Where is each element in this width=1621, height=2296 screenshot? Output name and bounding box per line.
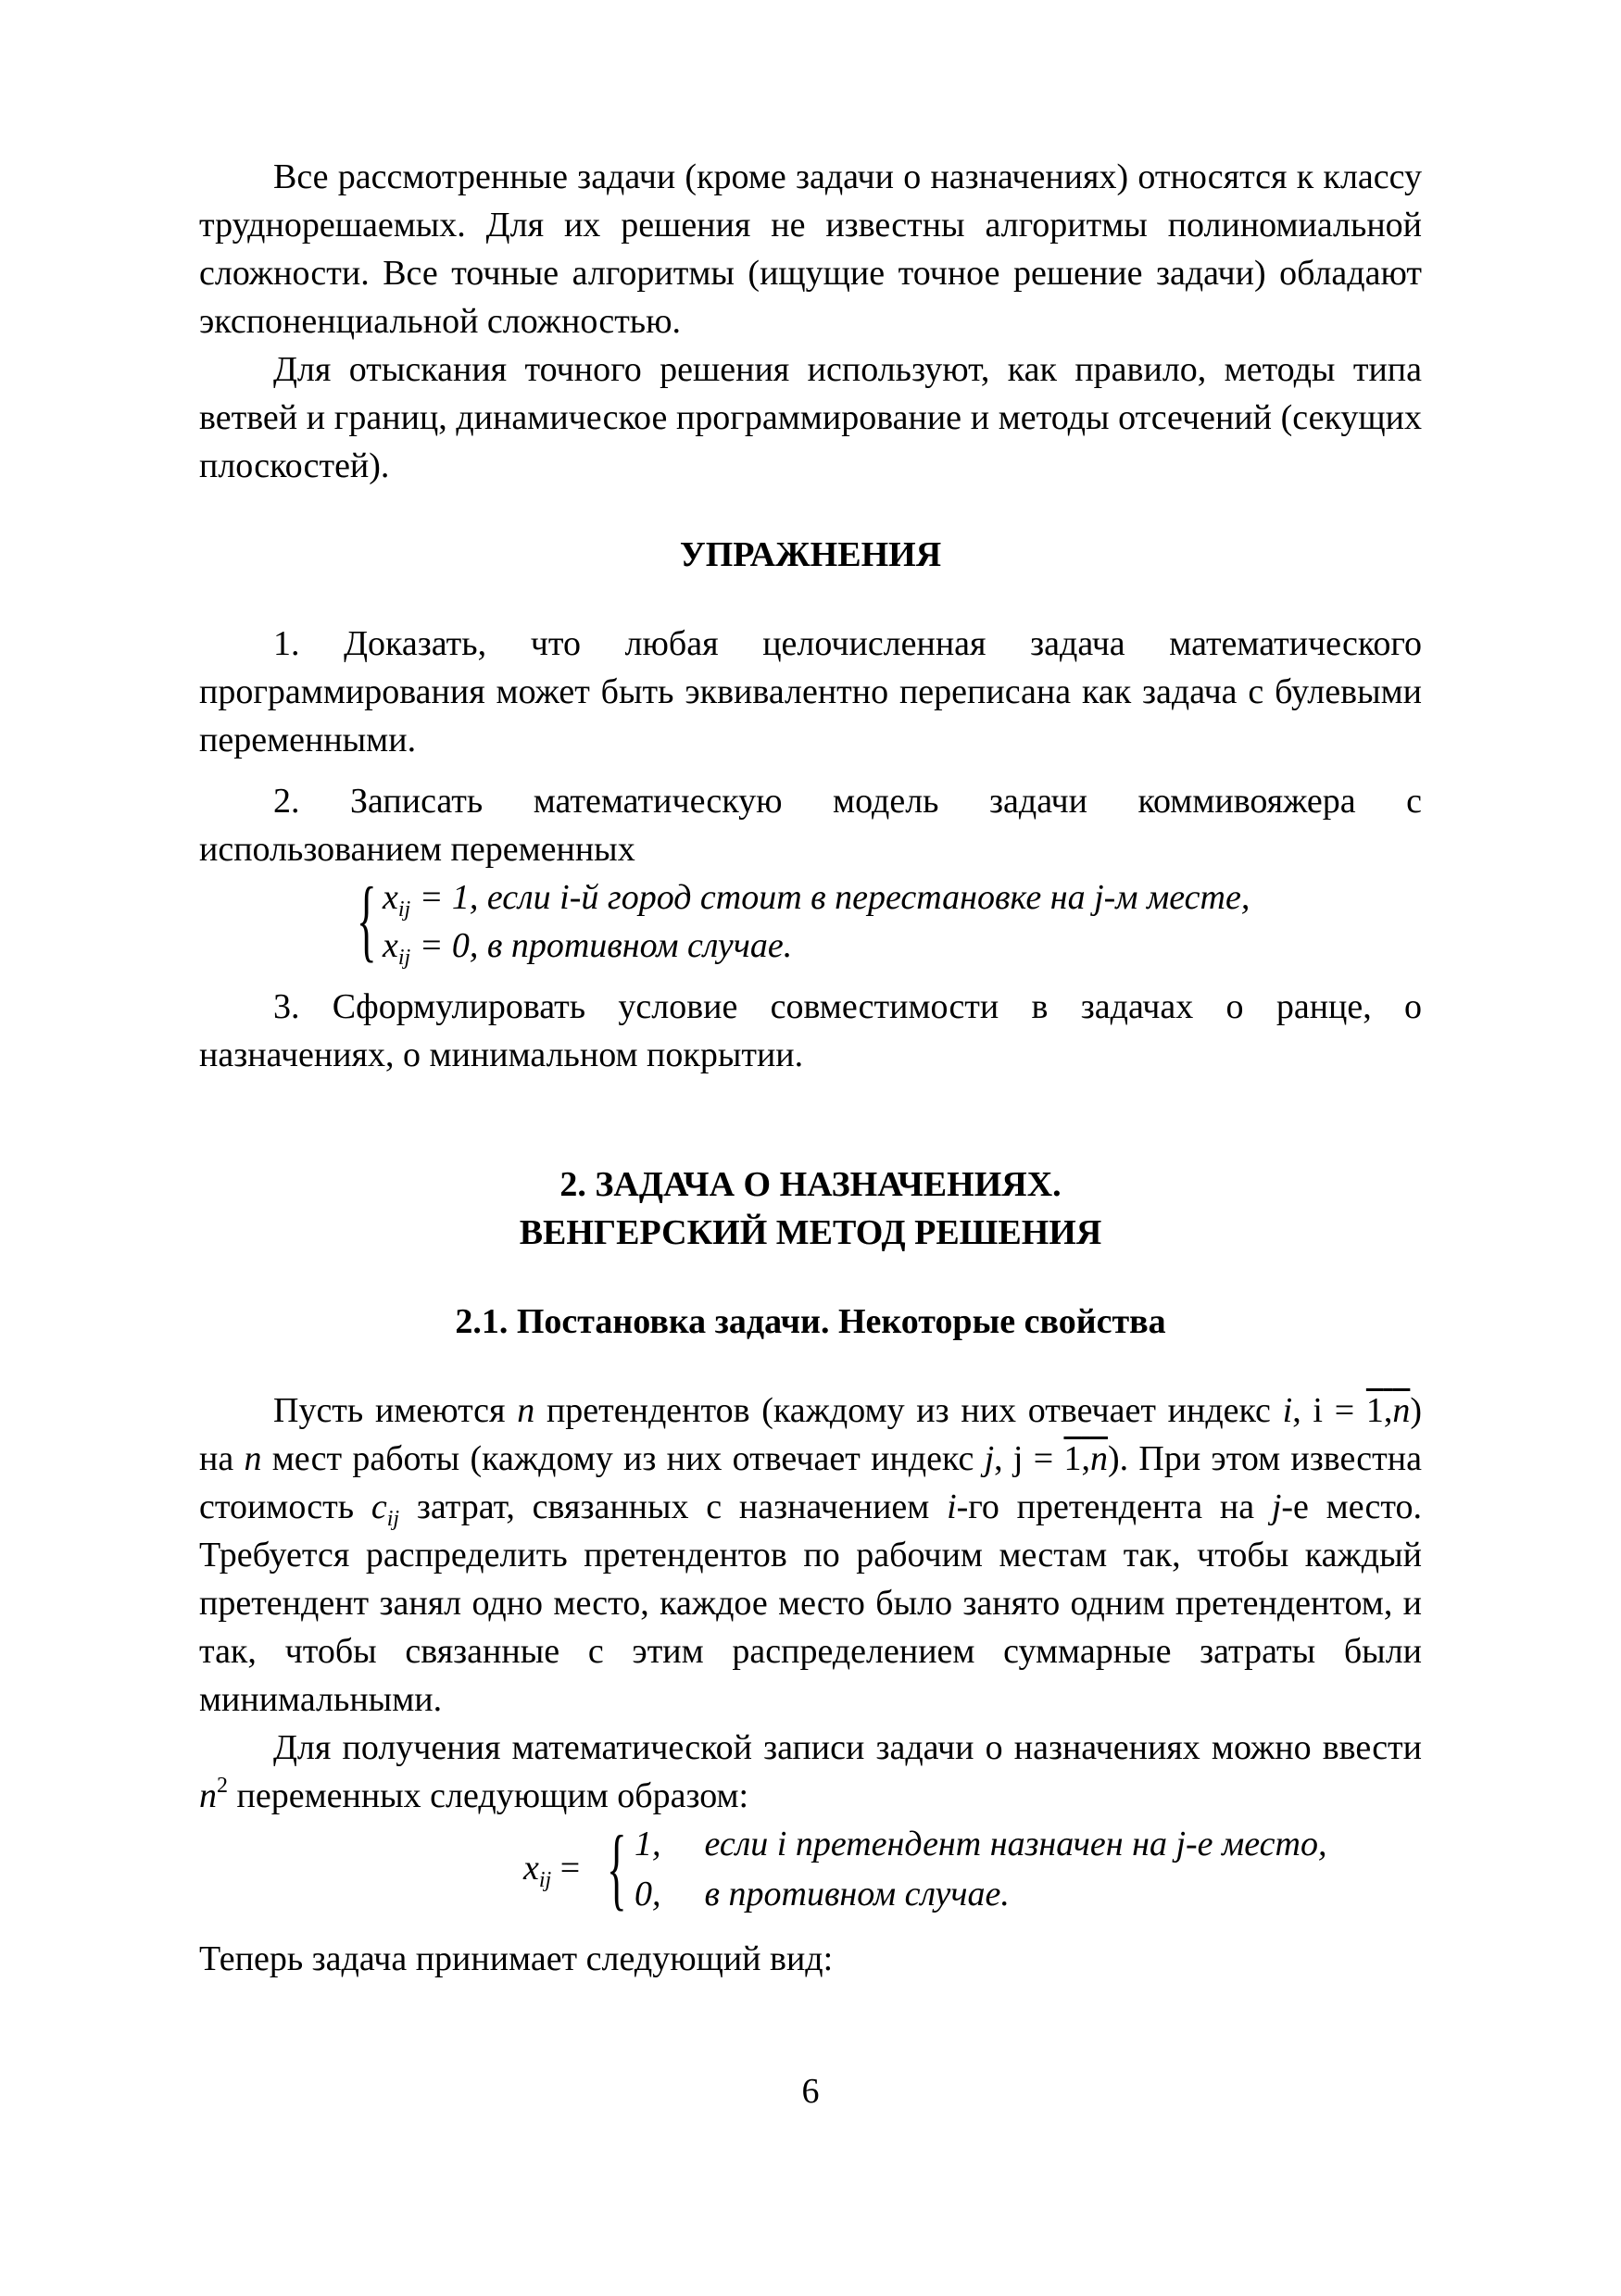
paragraph-variables-intro: Для получения математической записи задачи о назначениях можно ввести $n^2$ переменных следующим образом:	[199, 1728, 1422, 1815]
exercises-heading: УПРАЖНЕНИЯ	[679, 535, 942, 574]
chapter-title-line-1: 2. ЗАДАЧА О НАЗНАЧЕНИЯХ.	[559, 1165, 1062, 1204]
exercise-2: 2. Записать математическую модель задачи коммивояжера с использованием переменных	[199, 782, 1422, 869]
x-ij-lhs: $x_{ij}$ =	[523, 1849, 581, 1892]
system-line-2: $x_{ij} = 0$, в противном случае.	[383, 926, 793, 970]
exercise-2-system	[357, 868, 1422, 971]
system-line-1: $x_{ij} = 1$, если i-й город стоит в перестановке на j-м месте,	[383, 878, 1250, 922]
paragraph-problem-form: Теперь задача принимает следующий вид:	[199, 1939, 834, 1978]
paragraph-problem-statement: Пусть имеются n претендентов (каждому из них отвечает индекс i, i = 1,n) на n мест работы (каждому из них отвечает индекс j, j = 1,n). При этом известна стоимость $c_{ij}$ затрат, связанных с назначением i-го претендента на j-е место. Требуется распределить претендентов по рабочим местам так, чтобы каждый претендент занял одно место, каждое место было занято одним претендентом, и так, чтобы связанные с этим распределением суммарные затраты были минимальными.	[199, 1391, 1422, 1719]
paragraph-complexity: Все рассмотренные задачи (кроме задачи о назначениях) относятся к классу труднорешаемых. Для их решения не известны алгоритмы полиномиальной сложности. Все точные алгоритмы (ищущие точное решение задачи) обладают экспоненциальной сложностью.	[199, 157, 1422, 341]
page-number: 6	[801, 2072, 820, 2111]
exercise-1: 1. Доказать, что любая целочисленная задача математического программирования может быть эквивалентно переписана как задача с булевыми переменными.	[199, 624, 1422, 759]
system-brace: {	[357, 868, 377, 971]
paragraph-exact-methods: Для отыскания точного решения используют, как правило, методы типа ветвей и границ, динамическое программирование и методы отсечений (секущих плоскостей).	[199, 350, 1422, 485]
definition-line-2: 0, в противном случае.	[635, 1875, 1010, 1913]
chapter-title-line-2: ВЕНГЕРСКИЙ МЕТОД РЕШЕНИЯ	[519, 1213, 1102, 1252]
definition-line-1: 1, если i претендент назначен на j-е место,	[635, 1825, 1327, 1863]
section-title: 2.1. Постановка задачи. Некоторые свойства	[455, 1302, 1166, 1341]
document-page	[199, 153, 1422, 1983]
exercise-3: 3. Сформулировать условие совместимости в задачах о ранце, о назначениях, о минимальном покрытии.	[199, 987, 1422, 1074]
definition-brace: {	[607, 1816, 627, 1919]
assignment-variable-definition	[523, 1816, 1422, 1922]
